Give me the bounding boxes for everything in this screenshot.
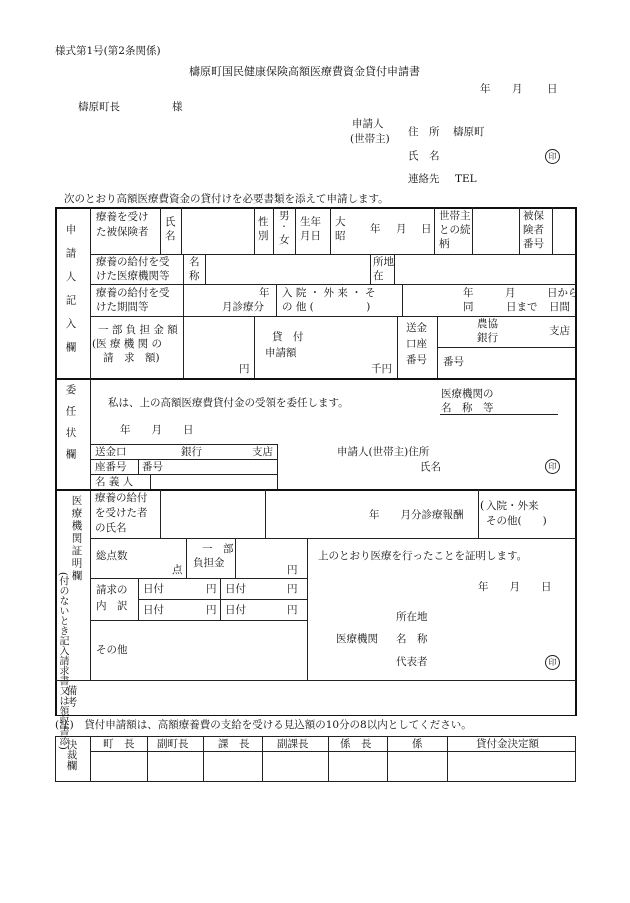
insured-label-2: た被保険者	[96, 226, 149, 238]
period-from: 年 月 日から	[463, 287, 579, 299]
delegate-inst-label: 医療機関の	[441, 388, 494, 400]
copay-paren-group-2	[103, 352, 160, 364]
note-text: (注) 貸付申請額は、高額療養費の支給を受ける見込額の10分の8以内としてください。	[55, 719, 472, 731]
sex-female-option[interactable]: 女	[279, 234, 290, 246]
copay-paren-group	[92, 338, 162, 350]
breakdown-date-1: 日付	[143, 583, 164, 595]
approval-col-mayor: 町 長	[103, 738, 135, 750]
header-month: 月	[512, 83, 523, 95]
sex-label-2: 別	[258, 230, 269, 242]
delegate-number-label: 番号	[142, 461, 163, 473]
period-label-2: けた期間等	[96, 301, 149, 313]
insured-number-label: 被保	[523, 210, 544, 222]
cert-copay-label-2: 負担金	[193, 557, 225, 569]
patient-label: 療養の給付	[95, 492, 148, 504]
approval-label: 決裁欄	[65, 739, 78, 771]
breakdown-yen-1: 円	[206, 583, 217, 595]
birth-label: 生年	[300, 216, 321, 228]
cert-representative-label: 代表者	[396, 656, 428, 668]
loan-label: 貸 付	[272, 331, 304, 343]
insured-number-label-3: 番号	[523, 238, 544, 250]
institution-name-label-2: 称	[189, 270, 200, 282]
form-number: 様式第1号(第2条関係)	[55, 45, 161, 57]
relation-label-3: 柄	[439, 238, 450, 250]
approval-col-staff: 係	[412, 738, 423, 750]
contact-value: TEL	[455, 173, 477, 185]
account-label: 送金	[406, 322, 427, 334]
period-year-unit: 年	[259, 287, 270, 299]
fee-month-label: 年 月分診療報酬	[369, 509, 464, 521]
insured-number-label-2: 険者	[523, 224, 544, 236]
cert-copay-yen: 円	[287, 564, 298, 576]
breakdown-yen-4: 円	[287, 604, 298, 616]
addressee: 檮原町長	[78, 101, 120, 113]
period-month-unit: 月診療分	[222, 301, 264, 313]
bank-agri-label: 農協	[477, 318, 498, 330]
copay-label: 一 部 負 担 金 額	[98, 324, 178, 336]
period-days: 日間	[549, 301, 570, 313]
delegation-date: 年 月 日	[120, 424, 194, 436]
header-seal-icon: 印	[545, 149, 560, 164]
applicant-section-label: 申請人記入欄	[64, 224, 77, 365]
breakdown-date-3: 日付	[143, 604, 164, 616]
intro-text: 次のとおり高額医療費資金の貸付けを必要書類を添えて申請します。	[64, 193, 389, 205]
breakdown-label-2: 内 訳	[96, 600, 128, 612]
institution-name-label: 名	[189, 256, 200, 268]
relation-label: 世帯主	[439, 210, 471, 222]
cert-date: 年 月 日	[478, 581, 552, 593]
inpatient-option[interactable]: 入 院 ・ 外 来 ・ そ	[282, 287, 376, 299]
delegate-applicant-address: 申請人(世帯主)住所	[337, 446, 430, 458]
breakdown-yen-2: 円	[287, 583, 298, 595]
breakdown-yen-3: 円	[206, 604, 217, 616]
fee-type-option-2[interactable]: その他( )	[486, 515, 547, 527]
patient-label-3: の氏名	[95, 522, 127, 534]
era-taisho-option[interactable]: 大	[335, 216, 346, 228]
birth-year-unit: 年	[370, 223, 381, 235]
sex-label: 性	[258, 216, 269, 228]
certify-statement: 上のとおり医療を行ったことを証明します。	[318, 550, 528, 562]
approval-col-unit-chief: 係 長	[340, 738, 372, 750]
delegation-seal-icon: 印	[545, 459, 560, 474]
delegate-account-label: 送金口	[95, 446, 127, 458]
sex-male-option[interactable]: 男	[279, 210, 290, 222]
insured-name-field[interactable]	[183, 214, 253, 252]
copay-label-2: 医 療 機 関 の	[96, 338, 162, 350]
address-label: 住 所	[408, 126, 440, 138]
approval-col-section-chief: 課 長	[218, 738, 250, 750]
account-number-label: 番号	[443, 356, 464, 368]
address-value: 檮原町	[453, 126, 485, 138]
account-label-2: 口座	[406, 338, 427, 350]
sex-separator: ・	[280, 222, 288, 231]
breakdown-date-2: 日付	[225, 583, 246, 595]
period-same: 同	[463, 301, 474, 313]
patient-label-2: を受けた者	[95, 507, 148, 519]
header-day: 日	[547, 83, 558, 95]
approval-col-deputy-chief: 副課長	[277, 738, 309, 750]
institution-label-2: けた医療機関等	[96, 270, 170, 282]
birth-day-unit: 日	[421, 223, 432, 235]
approval-col-deputy-mayor: 副町長	[157, 738, 189, 750]
contact-label: 連絡先	[408, 173, 440, 185]
insured-label: 療養を受け	[96, 211, 149, 223]
account-label-3: 番号	[406, 354, 427, 366]
branch-label: 支店	[549, 325, 570, 337]
shimei-label: 氏	[165, 216, 176, 228]
account-holder-label: 名 義 人	[95, 476, 134, 488]
birth-month-unit: 月	[396, 223, 407, 235]
location-label: 所地	[373, 256, 394, 268]
addressee-suffix: 様	[172, 101, 183, 113]
shimei-label-2: 名	[165, 230, 176, 242]
cert-institution-label: 医療機関	[336, 633, 378, 645]
period-to: 日まで	[506, 301, 538, 313]
delegate-applicant-name: 氏名	[420, 461, 441, 473]
other-label: その他	[96, 644, 128, 656]
cert-location-label: 所在地	[396, 611, 428, 623]
relation-label-2: との続	[439, 224, 471, 236]
delegation-section-label: 委任状欄	[64, 384, 77, 470]
breakdown-date-4: 日付	[225, 604, 246, 616]
cert-section-note: (付のないとき記入請求書又は領収書添)	[57, 572, 68, 750]
copay-yen-unit: 円	[239, 363, 250, 375]
institution-label: 療養の給付を受	[96, 256, 170, 268]
copay-label-3: 請 求 額	[103, 352, 156, 364]
applicant-sub: (世帯主)	[350, 133, 390, 145]
cert-seal-icon: 印	[545, 655, 560, 670]
paren-close: )	[155, 352, 160, 364]
bank-label: 銀行	[477, 332, 498, 344]
birth-label-2: 月日	[300, 230, 321, 242]
delegation-statement: 私は、上の高額医療費貸付金の受領を委任します。	[108, 397, 349, 409]
location-label-2: 在	[373, 270, 384, 282]
fee-type-option[interactable]: 入院・外来	[486, 500, 539, 512]
period-label: 療養の給付を受	[96, 287, 170, 299]
cert-copay-label: 一 部	[202, 543, 234, 555]
loan-label-2: 申請額	[265, 347, 297, 359]
total-points-label: 総点数	[96, 550, 128, 562]
breakdown-label: 請求の	[96, 584, 128, 596]
remarks-label: 備考	[65, 685, 78, 708]
era-showa-option[interactable]: 昭	[335, 230, 346, 242]
points-unit: 点	[172, 564, 183, 576]
cert-institution-name: 名 称	[396, 633, 428, 645]
applicant-label: 申請人	[352, 118, 384, 130]
header-year: 年	[480, 83, 491, 95]
inpatient-option-2[interactable]: の 他 ( )	[282, 301, 371, 313]
cert-section-label: 医療機関証明欄	[70, 495, 83, 583]
delegate-branch-label: 支店	[252, 446, 273, 458]
delegate-inst-label-2: 名 称 等	[441, 402, 494, 414]
paren-open: (	[92, 338, 97, 350]
delegate-account-label-2: 座番号	[95, 461, 127, 473]
form-title: 檮原町国民健康保険高額医療費資金貸付申請書	[189, 65, 420, 78]
loan-unit: 千円	[371, 363, 392, 375]
approval-col-loan-amount: 貸付金決定額	[476, 738, 539, 750]
name-label: 氏 名	[408, 150, 440, 162]
fee-type-brace: (	[480, 499, 485, 512]
delegate-bank-label: 銀行	[181, 446, 202, 458]
